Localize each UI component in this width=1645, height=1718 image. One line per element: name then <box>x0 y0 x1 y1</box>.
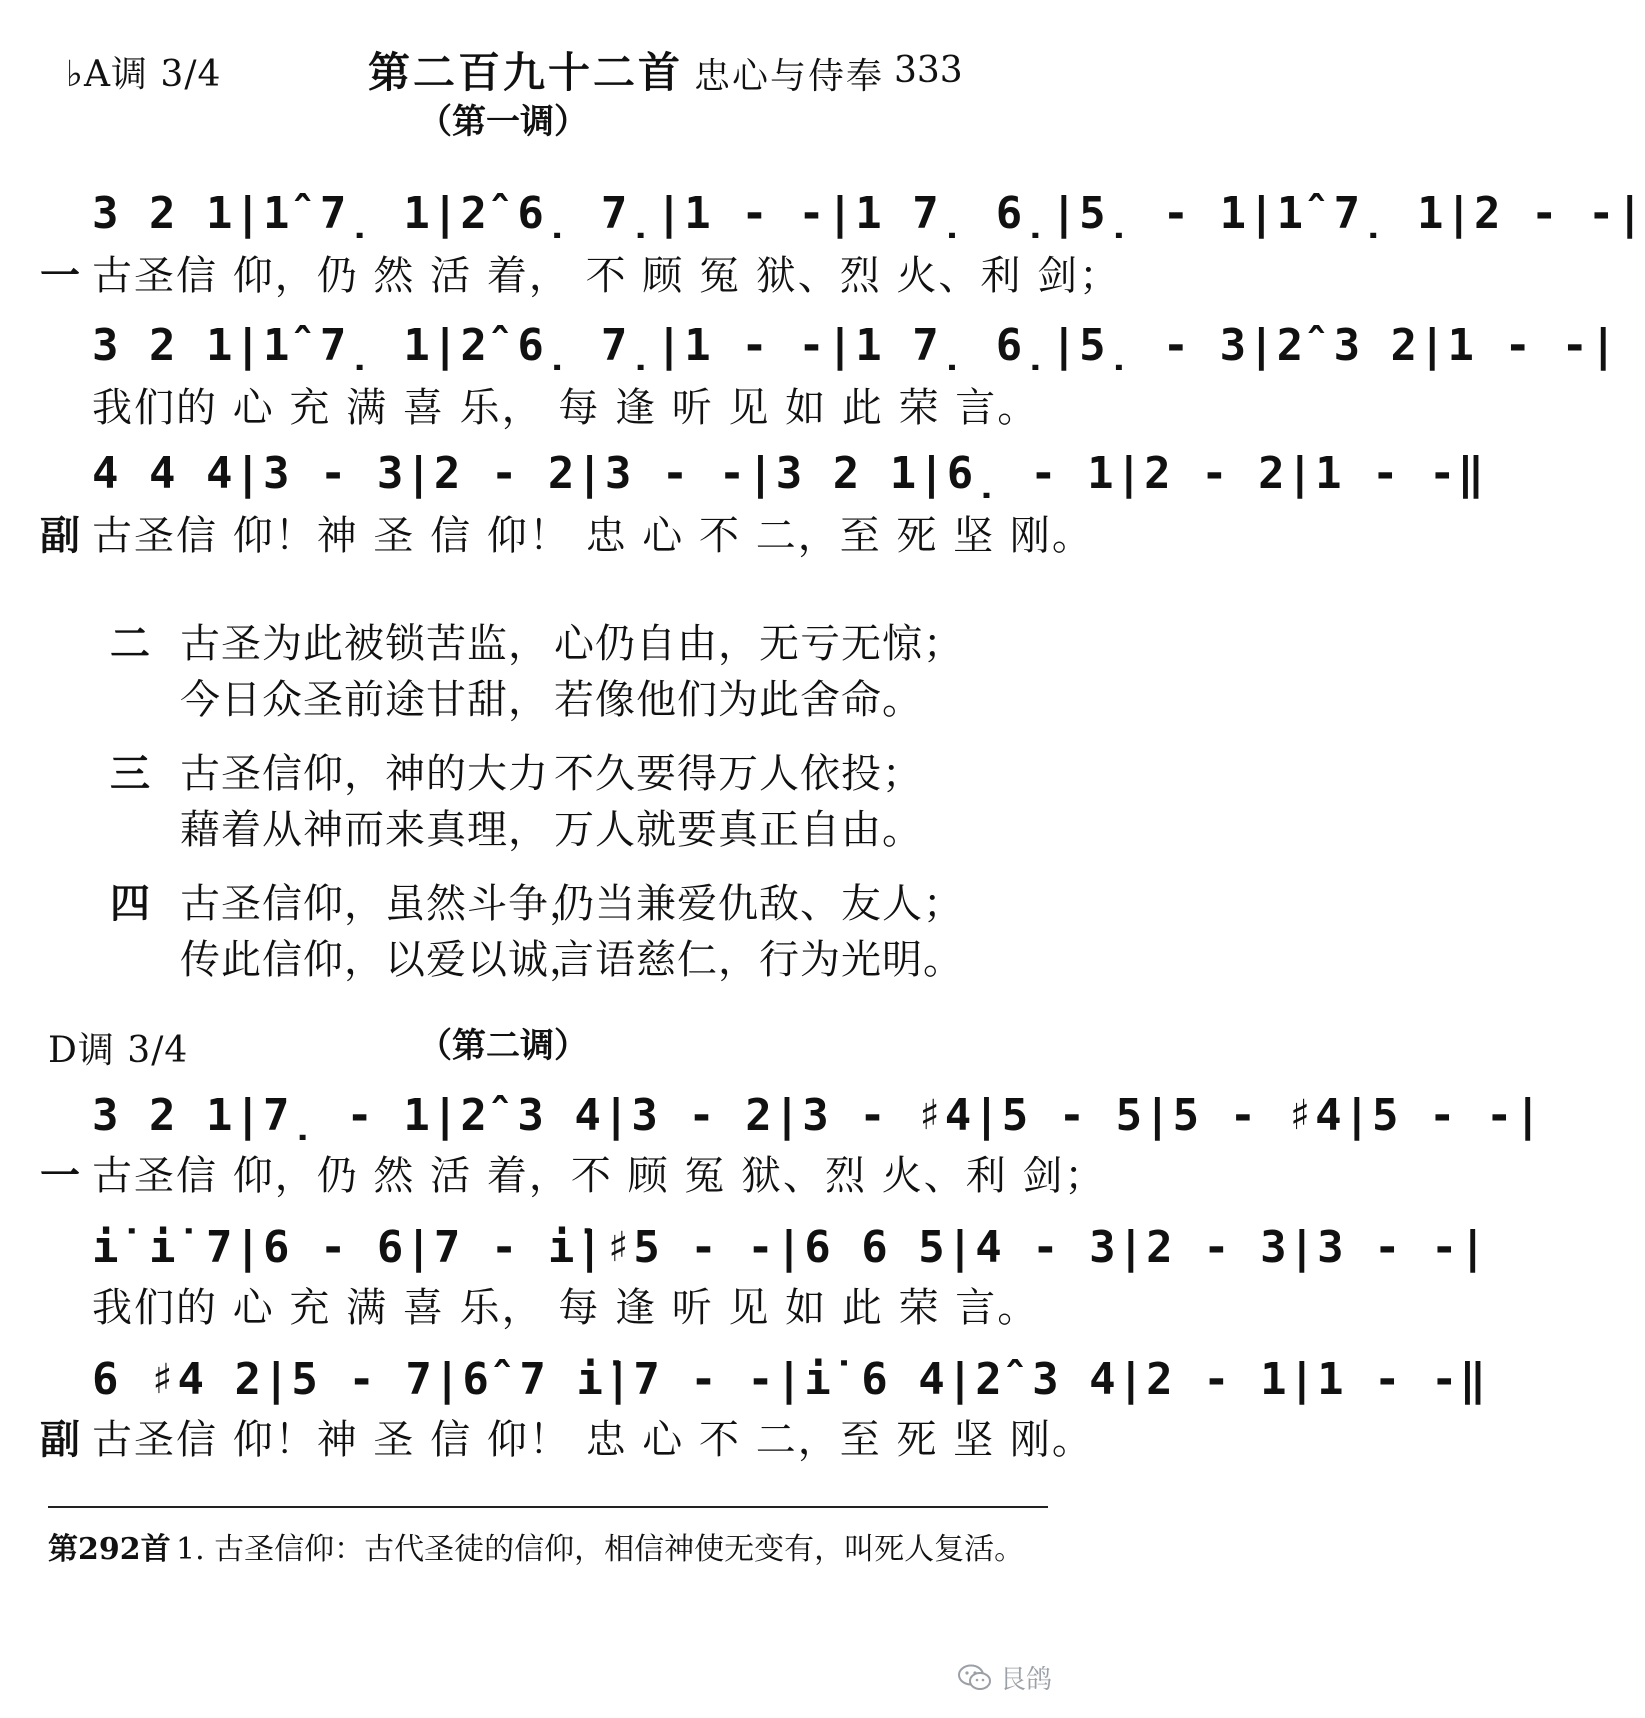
stanza-number-2: 二 <box>110 620 150 667</box>
stanza-4-line-2a: 传此信仰，以爱以诚， <box>180 937 590 983</box>
watermark <box>958 1659 1052 1696</box>
tune2-notes-row-2: i̇ i̇ 7|6 - 6|7 - i̇|♯5 - -|6 6 5|4 - 3|2 - 3|3 - -| <box>92 1222 1489 1273</box>
key-signature-tune2: D调 3/4 <box>48 1030 189 1071</box>
stanza-3-line-2b: 万人就要真正自由。 <box>554 807 923 853</box>
stanza-4-line-1a: 古圣信仰，虽然斗争， <box>180 881 590 927</box>
footnote-divider <box>48 1506 1048 1508</box>
wechat-icon <box>958 1664 992 1692</box>
hymn-title: 第二百九十二首 <box>368 48 684 97</box>
tune2-notes-row-3: 6 ♯4 2|5 - 7|6̂ 7 i̇|7 - -|i̇ 6 4|2̂ 3 4|2 - 1|1 - -‖ <box>92 1354 1489 1405</box>
tune1-verse-label-3: 副 <box>40 512 80 559</box>
tune2-lyrics-row-1: 古圣信 仰，仍 然 活 着，不 顾 冤 狱、烈 火、利 剑； <box>92 1153 1107 1199</box>
key-signature-tune1: ♭A调 3/4 <box>66 54 222 95</box>
tune1-notes-row-1: 3 2 1|1̂ 7̣ 1|2̂ 6̣ 7̣|1 - -|1 7̣ 6̣|5̣ - 1|1̂ 7̣ 1|2 - -| <box>92 188 1645 239</box>
tune2-label: （第二调） <box>418 1026 588 1066</box>
watermark-text: 艮鸽 <box>999 1665 1052 1695</box>
tune2-lyrics-row-2: 我们的 心 充 满 喜 乐， 每 逢 听 见 如 此 荣 言。 <box>92 1285 1040 1331</box>
tune2-notes-row-1: 3 2 1|7̣ - 1|2̂ 3 4|3 - 2|3 - ♯4|5 - 5|5 - ♯4|5 - -| <box>92 1090 1544 1141</box>
stanza-2-line-1a: 古圣为此被锁苦监， <box>180 621 549 667</box>
stanza-3-line-1b: 不久要得万人依投； <box>554 751 923 797</box>
tune1-label: （第一调） <box>418 102 588 142</box>
footnote-text: 1. 古圣信仰：古代圣徒的信仰，相信神使无变有，叫死人复活。 <box>176 1532 1025 1567</box>
stanza-2-line-2b: 若像他们为此舍命。 <box>554 677 923 723</box>
tune1-notes-row-2: 3 2 1|1̂ 7̣ 1|2̂ 6̣ 7̣|1 - -|1 7̣ 6̣|5̣ - 3|2̂ 3 2|1 - -| <box>92 320 1619 371</box>
hymn-category: 忠心与侍奉 <box>694 56 885 97</box>
tune1-lyrics-row-2: 我们的 心 充 满 喜 乐， 每 逢 听 见 如 此 荣 言。 <box>92 385 1040 431</box>
tune1-notes-row-3: 4 4 4|3 - 3|2 - 2|3 - -|3 2 1|6̣ - 1|2 - 2|1 - -‖ <box>92 448 1487 499</box>
tune1-lyrics-row-3: 古圣信 仰！神 圣 信 仰！ 忠 心 不 二，至 死 坚 刚。 <box>92 513 1094 559</box>
tune2-verse-label-1: 一 <box>40 1152 80 1199</box>
stanza-2-line-2a: 今日众圣前途甘甜， <box>180 677 549 723</box>
tune2-lyrics-row-3: 古圣信 仰！神 圣 信 仰！ 忠 心 不 二，至 死 坚 刚。 <box>92 1417 1094 1463</box>
stanza-4-line-1b: 仍当兼爱仇敌、友人； <box>554 881 964 927</box>
stanza-4-line-2b: 言语慈仁，行为光明。 <box>554 937 964 983</box>
stanza-number-4: 四 <box>110 880 150 927</box>
stanza-3-line-1a: 古圣信仰，神的大力 <box>180 751 549 797</box>
stanza-2-line-1b: 心仍自由，无亏无惊； <box>554 621 964 667</box>
tune1-verse-label-1: 一 <box>40 252 80 299</box>
tune2-verse-label-3: 副 <box>40 1416 80 1463</box>
tune1-lyrics-row-1: 古圣信 仰，仍 然 活 着， 不 顾 冤 狱、烈 火、利 剑； <box>92 253 1122 299</box>
stanza-number-3: 三 <box>110 750 150 797</box>
page-number: 333 <box>894 50 963 91</box>
stanza-3-line-2a: 藉着从神而来真理， <box>180 807 549 853</box>
footnote-label: 第292首 <box>48 1532 171 1567</box>
